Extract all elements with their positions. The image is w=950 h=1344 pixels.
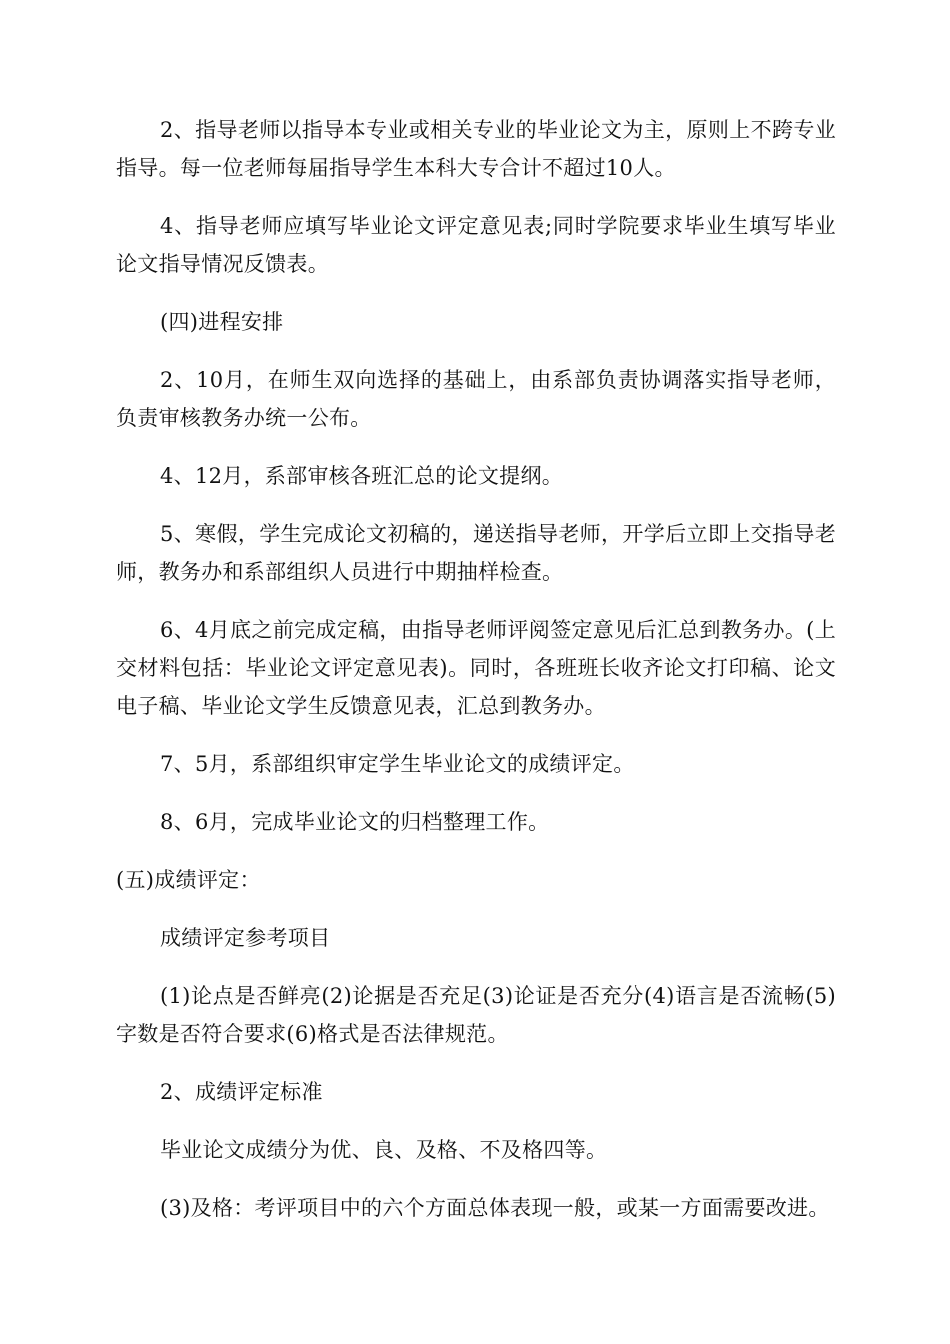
document-body xyxy=(116,111,836,1247)
paragraph-schedule-may: 7、5月，系部组织审定学生毕业论文的成绩评定。 xyxy=(160,752,635,776)
paragraph-schedule-december: 4、12月，系部审核各班汇总的论文提纲。 xyxy=(160,464,564,488)
section-heading-schedule: (四)进程安排 xyxy=(160,310,284,334)
paragraph-schedule-april: 6、4月底之前完成定稿，由指导老师评阅签定意见后汇总到教务办。(上交材料包括：毕业论文评定意见表)。同时，各班班长收齐论文打印稿、论文电子稿、毕业论文学生反馈意见表，汇总到教务办。 xyxy=(116,618,836,718)
paragraph-2: 4、指导老师应填写毕业论文评定意见表;同时学院要求毕业生填写毕业论文指导情况反馈表。 xyxy=(116,214,836,276)
paragraph-schedule-june: 8、6月，完成毕业论文的归档整理工作。 xyxy=(160,810,550,834)
paragraph-grading-items-title: 成绩评定参考项目 xyxy=(160,926,331,950)
paragraph-grading-levels: 毕业论文成绩分为优、良、及格、不及格四等。 xyxy=(160,1138,608,1162)
paragraph-grading-standard-title: 2、成绩评定标准 xyxy=(160,1080,323,1104)
paragraph-grading-pass: (3)及格：考评项目中的六个方面总体表现一般，或某一方面需要改进。 xyxy=(160,1196,830,1220)
paragraph-schedule-winter-break: 5、寒假，学生完成论文初稿的，递送指导老师，开学后立即上交指导老师，教务办和系部组织人员进行中期抽样检查。 xyxy=(116,522,836,584)
paragraph-schedule-october: 2、10月，在师生双向选择的基础上，由系部负责协调落实指导老师，负责审核教务办统一公布。 xyxy=(116,368,836,430)
section-heading-grading: (五)成绩评定： xyxy=(116,868,261,892)
paragraph-grading-items: (1)论点是否鲜亮(2)论据是否充足(3)论证是否充分(4)语言是否流畅(5)字数是否符合要求(6)格式是否法律规范。 xyxy=(116,984,836,1046)
paragraph-1: 2、指导老师以指导本专业或相关专业的毕业论文为主，原则上不跨专业指导。每一位老师每届指导学生本科大专合计不超过10人。 xyxy=(116,118,836,180)
